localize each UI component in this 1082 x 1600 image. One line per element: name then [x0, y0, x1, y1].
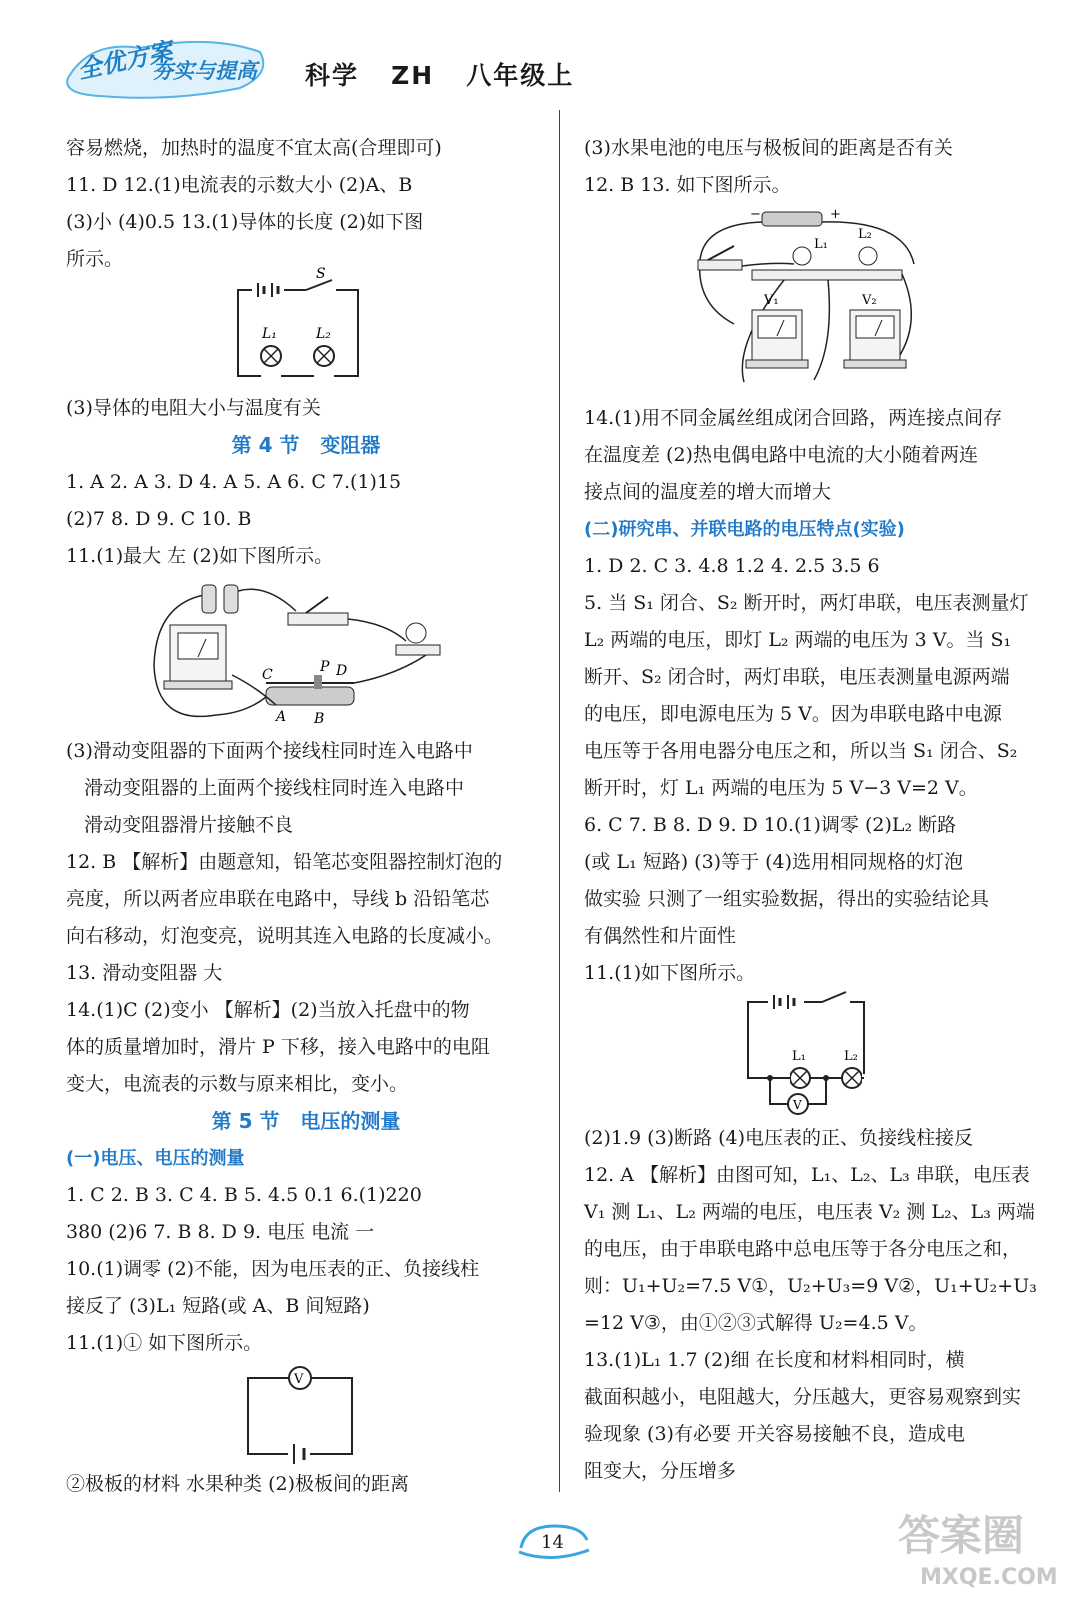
voltmeter-v2-label: V₂	[862, 293, 877, 308]
text-line: 11.(1)① 如下图所示。	[66, 1332, 263, 1354]
switch-label: S	[316, 266, 326, 282]
text-line: 截面积越小，电阻越大，分压越大，更容易观察到实	[584, 1386, 1022, 1408]
text-line: 11. D 12.(1)电流表的示数大小 (2)A、B	[66, 174, 413, 196]
text-line: (3)水果电池的电压与极板间的距离是否有关	[584, 137, 953, 159]
text-line: V₁ 测 L₁、L₂ 两端的电压，电压表 V₂ 测 L₂、L₃ 两端	[584, 1201, 1035, 1223]
brand-logo	[60, 38, 275, 100]
text-line: 1. C 2. B 3. C 4. B 5. 4.5 0.1 6.(1)220	[66, 1184, 422, 1206]
text-line: 13. 滑动变阻器 大	[66, 962, 223, 984]
text-line: 接反了 (3)L₁ 短路(或 A、B 间短路)	[66, 1295, 370, 1317]
voltmeter-label: V	[793, 1098, 802, 1112]
text-line: 向右移动，灯泡变亮，说明其连入电路的长度减小。	[66, 925, 504, 947]
rheostat-c-label: C	[262, 667, 273, 683]
text-line: 亮度，所以两者应串联在电路中，导线 b 沿铅笔芯	[66, 888, 490, 910]
text-line: 12. B 13. 如下图所示。	[584, 174, 791, 196]
text-line: 6. C 7. B 8. D 9. D 10.(1)调零 (2)L₂ 断路	[584, 814, 957, 836]
text-line: 在温度差 (2)热电偶电路中电流的大小随着两连	[584, 444, 978, 466]
battery-minus-label: −	[750, 207, 761, 222]
rheostat-circuit-diagram	[66, 575, 546, 733]
rheostat-p-label: P	[320, 659, 330, 675]
text-line: 5. 当 S₁ 闭合、S₂ 断开时，两灯串联，电压表测量灯	[584, 592, 1029, 614]
text-line: 断开、S₂ 闭合时，两灯串联，电压表测量电源两端	[584, 666, 1010, 688]
logo-line2: 夯实与提高	[152, 59, 257, 83]
lamp-l1-label: L₁	[262, 326, 277, 342]
rheostat-a-label: A	[276, 709, 287, 725]
right-column	[584, 130, 1046, 1490]
text-line: 滑动变阻器滑片接触不良	[84, 814, 294, 836]
lamp-l1-label: L₁	[792, 1049, 806, 1064]
text-line: 电压等于各用电器分电压之和，所以当 S₁ 闭合、S₂	[584, 740, 1018, 762]
text-line: ②极板的材料 水果种类 (2)极板间的距离	[66, 1473, 409, 1495]
text-line: 验现象 (3)有必要 开关容易接触不良，造成电	[584, 1423, 965, 1445]
page-number-badge	[515, 1518, 595, 1562]
text-line: L₂ 两端的电压，即灯 L₂ 两端的电压为 3 V。当 S₁	[584, 629, 1012, 651]
text-line: 所示。	[66, 248, 124, 270]
voltmeter-circuit-diagram	[584, 204, 1046, 400]
text-line: 的电压，即电源电压为 5 V。因为串联电路中电源	[584, 703, 1002, 725]
section-title-4: 第 4 节 变阻器	[231, 433, 381, 457]
text-line: 滑动变阻器的上面两个接线柱同时连入电路中	[84, 777, 465, 799]
text-line: 12. A 【解析】由图可知，L₁、L₂、L₃ 串联，电压表	[584, 1164, 1030, 1186]
text-line: (2)1.9 (3)断路 (4)电压表的正、负接线柱接反	[584, 1127, 974, 1149]
logo-line1: 全优方案	[75, 36, 175, 85]
voltmeter-v1-label: V₁	[764, 293, 779, 308]
watermark-url: MXQE.COM	[920, 1565, 1058, 1590]
text-line: 断开时，灯 L₁ 两端的电压为 5 V−3 V=2 V。	[584, 777, 978, 799]
text-line: =12 V③，由①②③式解得 U₂=4.5 V。	[584, 1312, 928, 1334]
lamp-l2-label: L₂	[316, 326, 331, 342]
left-column	[66, 130, 546, 1503]
text-line: (3)小 (4)0.5 13.(1)导体的长度 (2)如下图	[66, 211, 424, 233]
text-line: (2)7 8. D 9. C 10. B	[66, 508, 252, 530]
page-header	[60, 38, 580, 108]
text-line: 14.(1)C (2)变小 【解析】(2)当放入托盘中的物	[66, 999, 470, 1021]
text-line: (3)滑动变阻器的下面两个接线柱同时连入电路中	[66, 740, 473, 762]
text-line: (3)导体的电阻大小与温度有关	[66, 397, 321, 419]
voltmeter-label: V	[294, 1372, 304, 1387]
text-line: 变大，电流表的示数与原来相比，变小。	[66, 1073, 409, 1095]
text-line: 阻变大，分压增多	[584, 1460, 737, 1482]
text-line: 体的质量增加时，滑片 P 下移，接入电路中的电阻	[66, 1036, 490, 1058]
lamp-l2-label: L₂	[858, 227, 872, 242]
parallel-voltmeter-diagram	[584, 992, 1046, 1120]
text-line: 接点间的温度差的增大而增大	[584, 481, 832, 503]
text-line: 1. D 2. C 3. 4.8 1.2 4. 2.5 3.5 6	[584, 555, 880, 577]
subsection-title-2: (二)研究串、并联电路的电压特点(实验)	[584, 519, 905, 540]
voltmeter-battery-diagram	[66, 1362, 546, 1466]
watermark-text: 答案圈	[898, 1511, 1025, 1560]
text-line: 13.(1)L₁ 1.7 (2)细 在长度和材料相同时，横	[584, 1349, 965, 1371]
text-line: (或 L₁ 短路) (3)等于 (4)选用相同规格的灯泡	[584, 851, 964, 873]
text-line: 10.(1)调零 (2)不能，因为电压表的正、负接线柱	[66, 1258, 480, 1280]
text-line: 11.(1)最大 左 (2)如下图所示。	[66, 545, 334, 567]
rheostat-b-label: B	[314, 711, 325, 727]
column-divider	[559, 110, 560, 1492]
rheostat-d-label: D	[336, 663, 348, 679]
lamp-l1-label: L₁	[814, 237, 828, 252]
text-line: 容易燃烧，加热时的温度不宜太高(合理即可)	[66, 137, 442, 159]
watermark-logo	[880, 1500, 1070, 1595]
page-number: 14	[541, 1532, 564, 1553]
battery-plus-label: +	[830, 207, 841, 222]
text-line: 380 (2)6 7. B 8. D 9. 电压 电流 一	[66, 1221, 375, 1243]
lamp-l2-label: L₂	[844, 1049, 858, 1064]
subject-title: 科学 ZH 八年级上	[305, 61, 575, 90]
section-title-5: 第 5 节 电压的测量	[211, 1109, 401, 1133]
series-circuit-diagram	[66, 266, 546, 390]
text-line: 1. A 2. A 3. D 4. A 5. A 6. C 7.(1)15	[66, 471, 402, 493]
subsection-title-1: (一)电压、电压的测量	[66, 1148, 245, 1169]
text-line: 14.(1)用不同金属丝组成闭合回路，两连接点间存	[584, 407, 1003, 429]
text-line: 12. B 【解析】由题意知，铅笔芯变阻器控制灯泡的	[66, 851, 503, 873]
text-line: 的电压，由于串联电路中总电压等于各分电压之和，	[584, 1238, 1022, 1260]
text-line: 有偶然性和片面性	[584, 925, 737, 947]
text-line: 则：U₁+U₂=7.5 V①，U₂+U₃=9 V②，U₁+U₂+U₃	[584, 1275, 1037, 1297]
text-line: 11.(1)如下图所示。	[584, 962, 756, 984]
text-line: 做实验 只测了一组实验数据，得出的实验结论具	[584, 888, 990, 910]
